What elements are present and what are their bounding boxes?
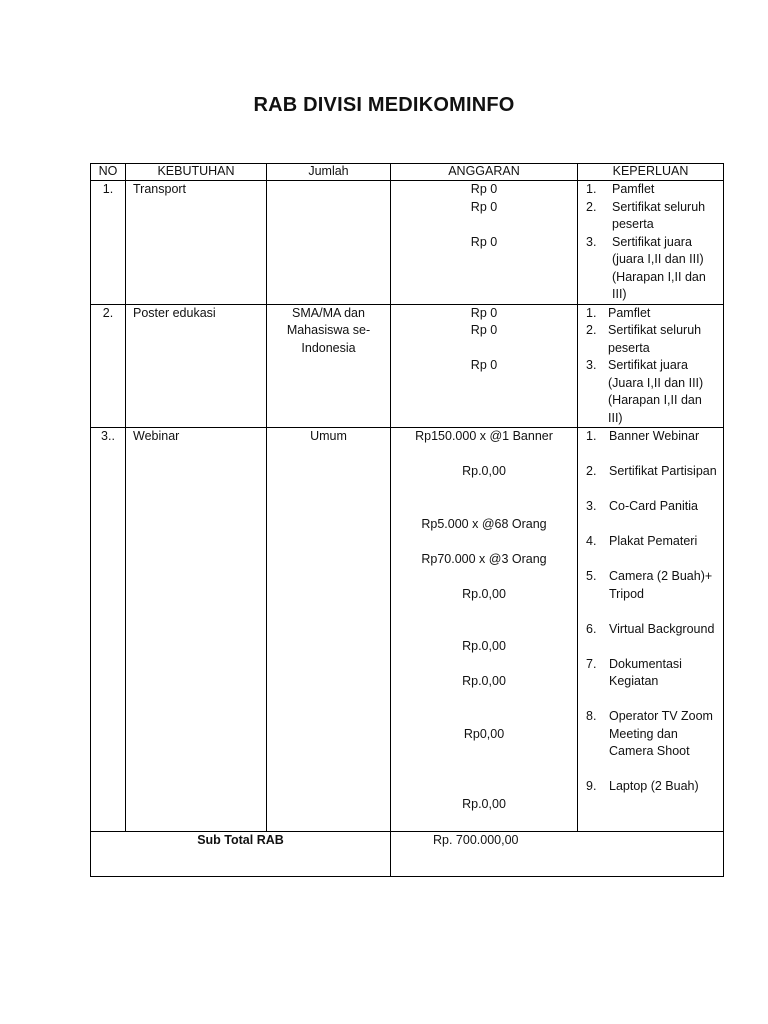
anggaran-line: [391, 761, 577, 779]
subtotal-label: Sub Total RAB: [91, 831, 391, 876]
header-no: NO: [91, 164, 126, 181]
row-keperluan: [578, 304, 724, 428]
row-jumlah: Umum: [267, 428, 391, 832]
anggaran-line: [391, 498, 577, 516]
anggaran-line: [391, 691, 577, 709]
anggaran-line: Rp 0: [470, 234, 498, 249]
list-item: 2. Sertifikat seluruh peserta: [586, 199, 706, 231]
subtotal-row: [91, 831, 724, 876]
anggaran-line: Rp.0,00: [462, 796, 506, 811]
table-row: [91, 304, 724, 428]
list-item: 6. Virtual Background: [586, 621, 715, 636]
anggaran-line: [391, 813, 577, 831]
list-item: 9. Laptop (2 Buah): [586, 779, 699, 793]
subtotal-value: Rp. 700.000,00: [391, 831, 724, 876]
anggaran-line: Rp.0,00: [462, 464, 506, 478]
table-row: [91, 428, 724, 832]
header-kebutuhan: KEBUTUHAN: [126, 164, 267, 181]
row-no: 1.: [91, 181, 126, 305]
list-item: 8. Operator TV Zoom Meeting dan Camera Shoot: [586, 709, 713, 758]
list-item: 2. Sertifikat seluruh peserta: [586, 323, 702, 355]
anggaran-line: [391, 743, 577, 761]
anggaran-line: [391, 603, 577, 621]
list-item: 4. Plakat Pemateri: [586, 534, 698, 548]
list-item: 1. Pamflet: [586, 182, 655, 196]
row-jumlah: SMA/MA dan Mahasiswa se-Indonesia: [267, 304, 391, 428]
list-item: 2. Sertifikat Partisipan: [586, 464, 717, 478]
anggaran-line: [391, 446, 577, 464]
anggaran-line: Rp5.000 x @68 Orang: [421, 516, 547, 531]
list-item: 1. Pamflet: [586, 305, 651, 320]
header-jumlah: Jumlah: [267, 164, 391, 181]
header-keperluan: KEPERLUAN: [578, 164, 724, 181]
anggaran-line: [391, 778, 577, 796]
rab-table: [90, 163, 724, 877]
row-anggaran: [391, 304, 578, 428]
anggaran-line: Rp 0: [470, 182, 498, 196]
row-no: 2.: [91, 304, 126, 428]
list-item: 5. Camera (2 Buah)+ Tripod: [586, 569, 713, 601]
anggaran-line: [391, 621, 577, 639]
table-header-row: [91, 164, 724, 181]
anggaran-line: Rp.0,00: [462, 586, 506, 601]
anggaran-line: Rp0,00: [463, 726, 505, 741]
list-item: 1. Banner Webinar: [586, 429, 700, 443]
row-anggaran: [391, 428, 578, 832]
row-keperluan: [578, 181, 724, 305]
row-keperluan: [578, 428, 724, 832]
anggaran-line: [391, 216, 577, 234]
anggaran-line: Rp 0: [470, 323, 498, 337]
row-anggaran: [391, 181, 578, 305]
row-kebutuhan: Poster edukasi: [126, 304, 267, 428]
anggaran-line: [391, 708, 577, 726]
header-anggaran: ANGGARAN: [391, 164, 578, 181]
anggaran-line: Rp.0,00: [462, 674, 506, 688]
list-item: 3. Co-Card Panitia: [586, 499, 698, 513]
anggaran-line: Rp70.000 x @3 Orang: [421, 551, 547, 566]
anggaran-line: [391, 340, 577, 358]
list-item: 3. Sertifikat juara (Juara I,II dan III) (Harapan I,II dan III): [586, 358, 704, 425]
row-kebutuhan: Webinar: [126, 428, 267, 832]
anggaran-line: [391, 481, 577, 499]
list-item: 7. Dokumentasi Kegiatan: [586, 656, 682, 688]
row-jumlah: [267, 181, 391, 305]
anggaran-line: [391, 568, 577, 586]
row-kebutuhan: Transport: [126, 181, 267, 305]
list-item: 3. Sertifikat juara (juara I,II dan III) (Harapan I,II dan III): [586, 234, 706, 301]
row-no: 3..: [91, 428, 126, 832]
anggaran-line: [391, 533, 577, 551]
anggaran-line: Rp 0: [470, 199, 498, 214]
anggaran-line: Rp150.000 x @1 Banner: [415, 429, 553, 443]
anggaran-line: [391, 656, 577, 674]
page-title: RAB DIVISI MEDIKOMINFO: [253, 94, 515, 116]
anggaran-line: Rp 0: [470, 358, 498, 372]
table-row: [91, 181, 724, 305]
anggaran-line: Rp 0: [470, 305, 498, 320]
anggaran-line: Rp.0,00: [462, 639, 506, 653]
